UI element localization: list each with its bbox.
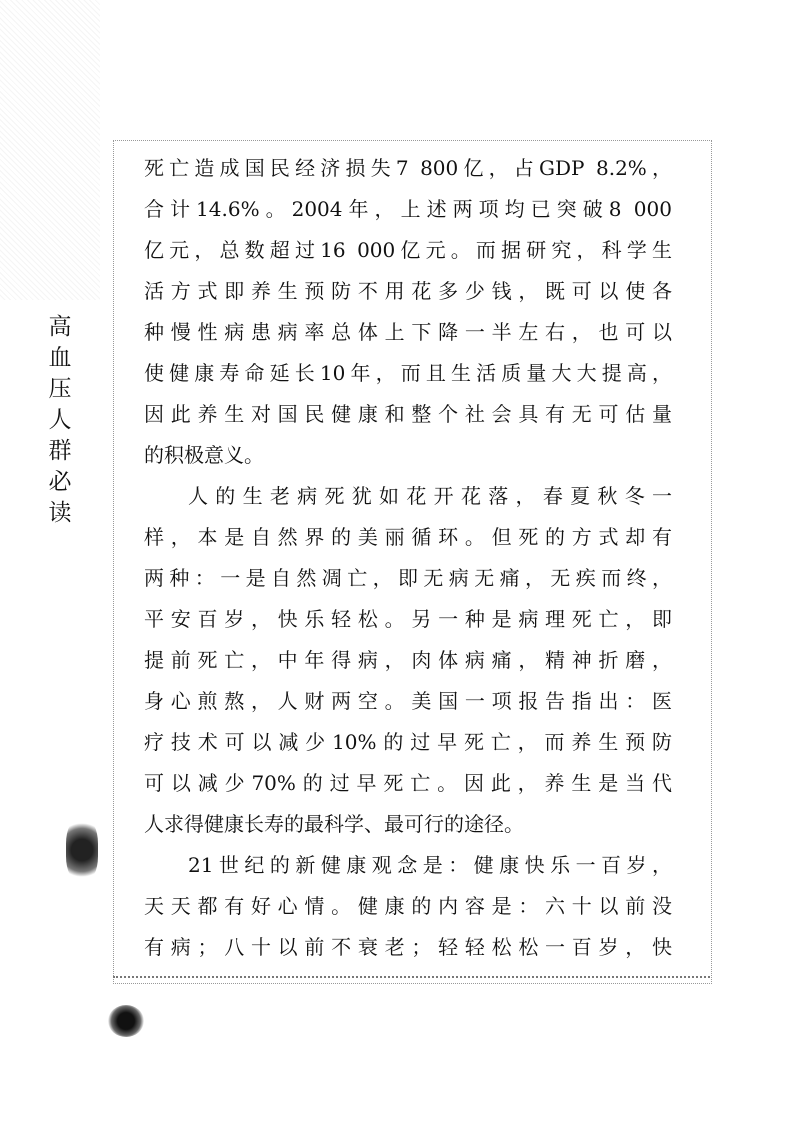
text-line: 天天都有好心情。健康的内容是：六十以前没 bbox=[144, 894, 672, 918]
text-line: 21世纪的新健康观念是：健康快乐一百岁， bbox=[188, 853, 672, 877]
paragraph-2 bbox=[144, 476, 672, 845]
text-line: 提前死亡，中年得病，肉体病痛，精神折磨， bbox=[144, 648, 672, 672]
text-line: 因此养生对国民健康和整个社会具有无可估量 bbox=[144, 402, 672, 426]
text-line: 种慢性病患病率总体上下降一半左右，也可以 bbox=[144, 320, 672, 344]
text-line: 可以减少70%的过早死亡。因此，养生是当代 bbox=[144, 771, 672, 795]
text-line: 疗技术可以减少10%的过早死亡，而养生预防 bbox=[144, 730, 672, 754]
text-line: 使健康寿命延长10年，而且生活质量大大提高， bbox=[144, 361, 672, 385]
body-text bbox=[144, 148, 672, 968]
text-line: 人的生老病死犹如花开花落，春夏秋冬一 bbox=[188, 484, 672, 508]
scan-noise bbox=[0, 0, 100, 300]
decorative-ornament bbox=[66, 818, 98, 882]
text-line: 有病；八十以前不衰老；轻轻松松一百岁，快 bbox=[144, 935, 672, 959]
text-line: 亿元，总数超过16 000亿元。而据研究，科学生 bbox=[144, 238, 672, 262]
text-line: 死亡造成国民经济损失7 800亿，占GDP 8.2%， bbox=[144, 156, 672, 180]
paragraph-3 bbox=[144, 845, 672, 968]
text-line: 活方式即养生预防不用花多少钱，既可以使各 bbox=[144, 279, 672, 303]
title-char: 压 bbox=[48, 376, 72, 402]
title-char: 读 bbox=[48, 500, 72, 526]
title-char: 必 bbox=[48, 469, 72, 495]
title-char: 群 bbox=[48, 438, 72, 464]
text-line: 的积极意义。 bbox=[144, 443, 264, 467]
text-line: 身心煎熬，人财两空。美国一项报告指出：医 bbox=[144, 689, 672, 713]
title-char: 血 bbox=[48, 345, 72, 371]
running-title-vertical bbox=[45, 312, 75, 529]
text-line: 人求得健康长寿的最科学、最可行的途径。 bbox=[144, 812, 524, 836]
title-char: 高 bbox=[48, 314, 72, 340]
page-number-ornament bbox=[108, 1005, 144, 1037]
page-bottom-rule bbox=[113, 976, 710, 981]
text-line: 两种：一是自然凋亡，即无病无痛，无疾而终， bbox=[144, 566, 672, 590]
paragraph-1 bbox=[144, 148, 672, 476]
title-char: 人 bbox=[48, 407, 72, 433]
text-line: 平安百岁，快乐轻松。另一种是病理死亡，即 bbox=[144, 607, 672, 631]
text-line: 合计14.6%。2004年，上述两项均已突破8 000 bbox=[144, 197, 672, 221]
text-line: 样，本是自然界的美丽循环。但死的方式却有 bbox=[144, 525, 672, 549]
